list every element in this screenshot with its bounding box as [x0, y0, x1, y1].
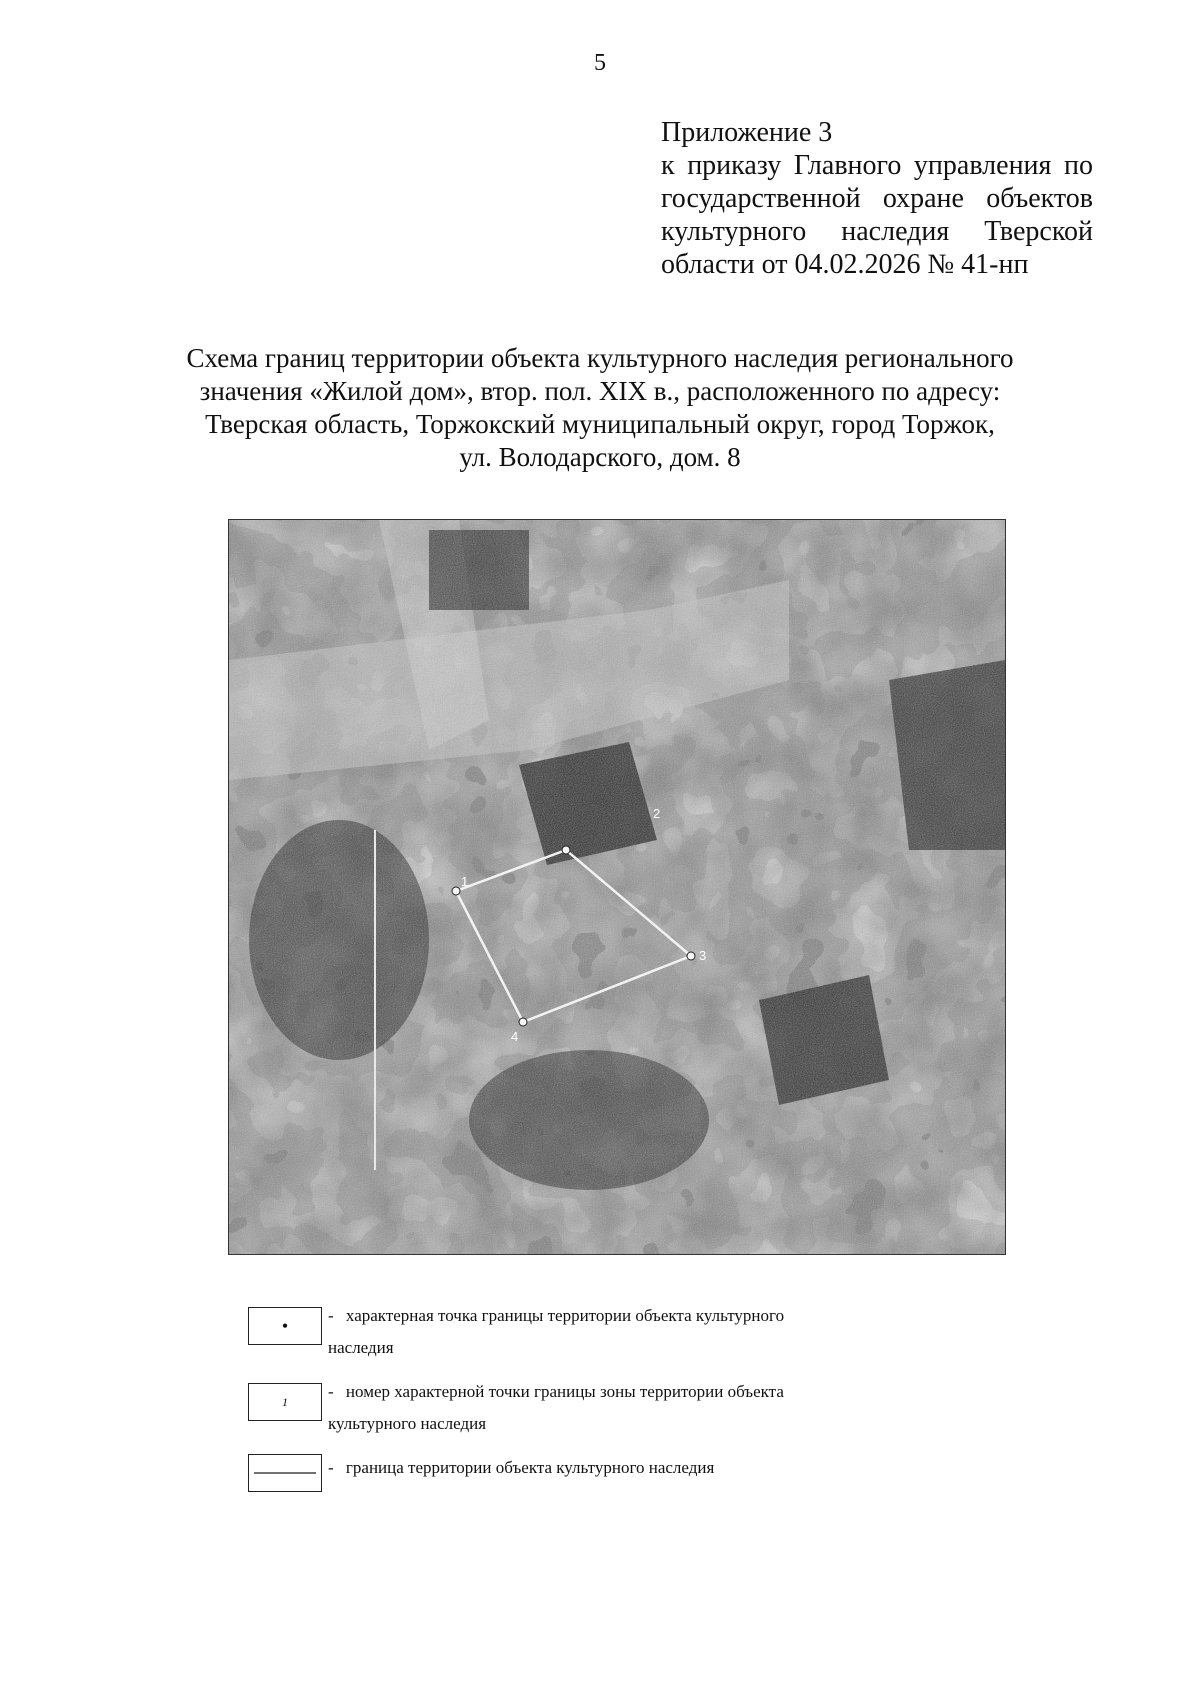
- legend-item-boundary: [244, 1452, 944, 1496]
- appendix-line: государственной охране объектов: [661, 183, 1093, 214]
- boundary-point-2: [562, 846, 570, 854]
- appendix-header: [661, 116, 1093, 281]
- legend-text: [244, 1300, 944, 1364]
- title-line: значения «Жилой дом», втор. пол. XIX в., расположенного по адресу:: [199, 376, 1001, 406]
- legend-item-point: [244, 1300, 944, 1370]
- legend-label-cont: наследия: [328, 1338, 394, 1357]
- title-line: ул. Володарского, дом. 8: [459, 442, 741, 472]
- boundary-line-icon: [252, 1458, 318, 1488]
- boundary-point-3: [687, 952, 695, 960]
- aerial-map: [228, 519, 1006, 1255]
- legend-label: граница территории объекта культурного наследия: [345, 1458, 715, 1477]
- boundary-point-label-1: 1: [461, 874, 469, 889]
- appendix-title: Приложение 3: [661, 117, 833, 148]
- map-grain: [229, 520, 1005, 1254]
- appendix-line: области от 04.02.2026 № 41-нп: [661, 249, 1029, 280]
- legend-boundary-box: [248, 1454, 322, 1492]
- boundary-point-label-2: 2: [653, 806, 661, 821]
- legend-text: [244, 1452, 944, 1484]
- legend-item-number: [244, 1376, 944, 1446]
- document-title: [100, 342, 1100, 474]
- boundary-point-4: [519, 1018, 527, 1026]
- legend-dash: -: [328, 1458, 334, 1477]
- legend-dash: -: [328, 1382, 334, 1401]
- legend-label-cont: культурного наследия: [328, 1414, 487, 1433]
- boundary-point-label-3: 3: [699, 948, 707, 963]
- page-number: 5: [594, 50, 606, 76]
- map-legend: [244, 1300, 944, 1502]
- appendix-line: к приказу Главного управления по: [661, 150, 1093, 181]
- point-icon: •: [281, 1316, 289, 1336]
- boundary-point-1: [452, 887, 460, 895]
- boundary-point-label-4: 4: [511, 1029, 519, 1044]
- appendix-line: культурного наследия Тверской: [661, 216, 1093, 247]
- number-icon: 1: [282, 1395, 288, 1409]
- aerial-map-image: [229, 520, 1005, 1254]
- legend-number-box: [248, 1383, 322, 1421]
- title-line: Схема границ территории объекта культурного наследия регионального: [186, 343, 1014, 373]
- legend-point-box: [248, 1307, 322, 1345]
- legend-label: номер характерной точки границы зоны территории объекта: [345, 1382, 784, 1401]
- legend-text: [244, 1376, 944, 1440]
- legend-label: характерная точка границы территории объекта культурного: [345, 1306, 785, 1325]
- title-line: Тверская область, Торжокский муниципальный округ, город Торжок,: [205, 409, 995, 439]
- legend-dash: -: [328, 1306, 334, 1325]
